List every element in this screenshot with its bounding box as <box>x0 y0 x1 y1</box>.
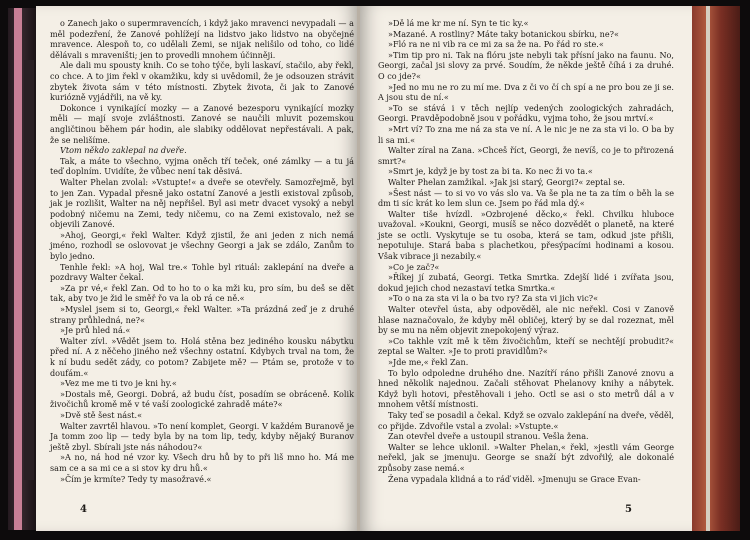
left-paragraph: Walter zavrtěl hlavou. »To není komplet, Georgi. V každém Buranově je Ja tomm zoo lip — tedy byla by na tom lip, tedy, kdyby nějaký Buranov ještě zbyl. Sbírali jste nás náhodou?« <box>50 420 354 452</box>
left-paragraph: »Čím je krmíte? Tedy ty masožravé.« <box>60 473 212 484</box>
left-paragraph: Vtom někdo zaklepal na dveře. <box>60 145 187 156</box>
right-paragraph: »Jed no mu ne ro zu mí me. Dva z či vo čí ch spí a ne pro bou ze ji se. A jsou stu de ní.« <box>378 81 674 103</box>
left-page-number: 4 <box>80 504 87 515</box>
left-paragraph: »Za pr vé,« řekl Zan. Od to ho to o ka mži ku, pro sím, bu deš se dět tak, aby tvo je žid le směř řo va la ob rá ce ně.« <box>50 282 354 304</box>
right-paragraph: Zan otevřel dveře a ustoupil stranou. Vešla žena. <box>388 431 589 442</box>
right-paragraph: »Fló ra ne ni vib ra ce mi za sa že na. Po řád ro ste.« <box>388 39 604 50</box>
right-paragraph: Walter tiše hvízdl. »Ozbrojené děcko,« řekl. Chvilku hluboce uvažoval. »Koukni, Georgi, musíš se něco dozvědět o planetě, na které jste se octli. Vyskytuje se tu osoba, která se tam, odkud jste přišli, nepotuluje. Stará baba s plachetkou, přesýpacími hodinami a kosou. Však vibrace ji nezabily.« <box>378 208 674 262</box>
page-block-edge <box>692 6 740 531</box>
left-paragraph: »Je prů hled ná.« <box>60 325 131 336</box>
left-paragraph: Dokonce i vynikající mozky — a Zanové bezesporu vynikající mozky měli — mají svoje zvláštnosti. Zanové se naučili mluvit pozemskou angličtinou během pár hodin, ale slabiky oddělovat nepřestávali. A pak, že se nelišíme. <box>50 102 354 145</box>
right-paragraph: »Tim tip pro ni. Tak na flóru jste nebyli tak přísní jako na faunu. No, Georgi, začal jsi slovy za prvé. Soudím, že někde ještě číhá i za druhé. O co jde?« <box>378 49 674 81</box>
right-paragraph: Walter Phelan zamžikal. »Jak jsi starý, Georgi?« zeptal se. <box>388 176 625 187</box>
left-paragraph: Tak, a máte to všechno, vyjma oněch tří teček, oné zámlky — a tu já teď doplním. Uvidíte, že vůbec není tak děsivá. <box>50 155 354 177</box>
left-paragraph: Walter Phelan zvolal: »Vstupte!« a dveře se otevřely. Samozřejmě, byl to jen Zan. Vypadal přesně jako ostatní Zanové a jestli existoval způsob, jak je rozlišit, Walter na něj nepřišel. Byl asi metr dvacet vysoký a nebyl podobný ničemu na Zemi, tedy ničemu, co na Zemi existovalo, než se objevili Zanové. <box>50 176 354 230</box>
left-paragraph: Ale dali mu spousty knih. Co se toho týče, byli laskaví, stačilo, aby řekl, co chce. A to jim řekl v okamžiku, kdy si uvědomil, že je odsouzen strávit zbytek života sám v této místnosti. Zbytek života, či jak to Zanové kuriózně vyjádřili, na vě ky. <box>50 60 354 103</box>
right-page-text <box>378 18 674 484</box>
binding-strip <box>14 8 22 530</box>
left-page-text <box>50 18 354 484</box>
right-paragraph: Walter otevřel ústa, aby odpověděl, ale nic neřekl. Cosi v Zanově hlase naznačovalo, že kdyby měl obličej, který by se dal rozeznat, měl by se mu na něm objevit znepokojený výraz. <box>378 304 674 336</box>
right-paragraph: »Smrt je, když je by tost za bi ta. Ko nec ži vo ta.« <box>388 166 593 177</box>
left-paragraph: »A no, ná hod né vzor ky. Všech dru hů by to při liš mno ho. Má me sam ce a sa mi ce a si stov ky dru hů.« <box>50 452 354 473</box>
left-paragraph: Tenhle řekl: »A hoj, Wal tre.« Tohle byl rituál: zaklepání na dveře a pozdravy Walter čekal. <box>50 261 354 283</box>
binding-edge <box>24 60 34 480</box>
right-paragraph: »Mrt ví? To zna me ná za sta ve ní. A le nic je ne za sta vi lo. O ba by li sa mi.« <box>378 123 674 145</box>
right-paragraph: »To o na za sta vi la o ba tvo ry? Za sta vi jich vic?« <box>388 293 599 304</box>
left-paragraph: Walter zívl. »Vědět jsem to. Holá stěna bez jediného kousku nábytku před ní. A z něčeho jiného než všechny ostatní. Kdybych trval na tom, že k ní budu sedět zády, co potom? Zabijete mě? — Ptám se, protože v to doufám.« <box>50 335 354 378</box>
right-paragraph: »Co je zač?« <box>388 261 440 272</box>
right-paragraph: »To se stává i v těch nejlíp vedených zoologických zahradách, Georgi. Pravděpodobně jsou v pořádku, vyjma toho, že jsou mrtví.« <box>378 102 674 124</box>
right-paragraph: »Co takhle vzít mě k těm živočichům, kteří se nechtějí probudit?« zeptal se Walter. »Je to proti pravidlům?« <box>378 335 674 357</box>
right-paragraph: »Dě lá me kr me ní. Syn te tic ky.« <box>388 18 529 28</box>
right-paragraph: Walter zíral na Zana. »Chceš říct, Georgi, že nevíš, co je to přirozená smrt?« <box>378 145 674 166</box>
right-paragraph: Taky teď se posadil a čekal. Když se ozvalo zaklepání na dveře, věděl, co přijde. Zdvořile vstal a zvolal: »Vstupte.« <box>378 409 674 431</box>
left-paragraph: »Myslel jsem si to, Georgi,« řekl Walter. »Ta prázdná zeď je z druhé strany průhledná, ne?« <box>50 304 354 325</box>
right-paragraph: »Mazané. A rostliny? Máte taky botanickou sbírku, ne?« <box>388 28 619 39</box>
left-paragraph: »Dostals mě, Georgi. Dobrá, až budu číst, posadím se obráceně. Kolik živočichů kromě mě v té vaší zoologické zahradě máte?« <box>50 388 354 410</box>
left-paragraph: o Zanech jako o supermravencích, i když jako mravenci nevypadali — a měl podezření, že Zanové pohlížejí na lidstvo jako lidstvo na obyčejné mravence. Alespoň to, co udělali Zemi, se nijak nelišilo od toho, co lidé dělávali s mraveništi; jen to provedli mnohem účinněji. <box>50 18 354 60</box>
right-paragraph: Walter se lehce uklonil. »Walter Phelan,« řekl, »jestli vám George neřekl, jak se jmenuju. George se snaží být zdvořilý, ale dokonalé způsoby zase nemá.« <box>378 441 674 473</box>
left-page <box>36 6 358 531</box>
right-paragraph: Žena vypadala klidná a to ráď viděl. »Jmenuju se Grace Evan- <box>388 473 641 484</box>
right-paragraph: »Říkej jí zubatá, Georgi. Tetka Smrtka. Zdejší lidé i zvířata jsou, dokud jejich chod nezastaví tetka Smrtka.« <box>378 272 674 293</box>
left-paragraph: »Dvě stě šest nást.« <box>60 409 143 420</box>
right-paragraph: To bylo odpoledne druhého dne. Nazítří ráno přišli Zanové znovu a hned několik najednou. Začali stěhovat Phelanovy knihy a nábytek. Když byli hotovi, přestěhovali i jeho. Octl se asi o sto metrů dál a v mnohem větší místnosti. <box>378 367 674 410</box>
right-paragraph: »Šest nást — to si vo vo vás slo va. Va še pla ne ta za tím o běh la se dm ti síc krát ko lem slun ce. Jsem po řád mla dý.« <box>378 187 674 209</box>
left-paragraph: »Ahoj, Georgi,« řekl Walter. Když zjistil, že ani jeden z nich nemá jméno, rozhodl se oslovovat je všechny Georgi a jak se zdálo, Zanům to bylo jedno. <box>50 229 354 262</box>
right-page-number: 5 <box>625 504 632 515</box>
left-paragraph: »Vez me me ti tvo je kni hy.« <box>60 378 177 389</box>
right-page <box>360 6 692 531</box>
right-paragraph: »Jde me,« řekl Zan. <box>388 357 469 367</box>
